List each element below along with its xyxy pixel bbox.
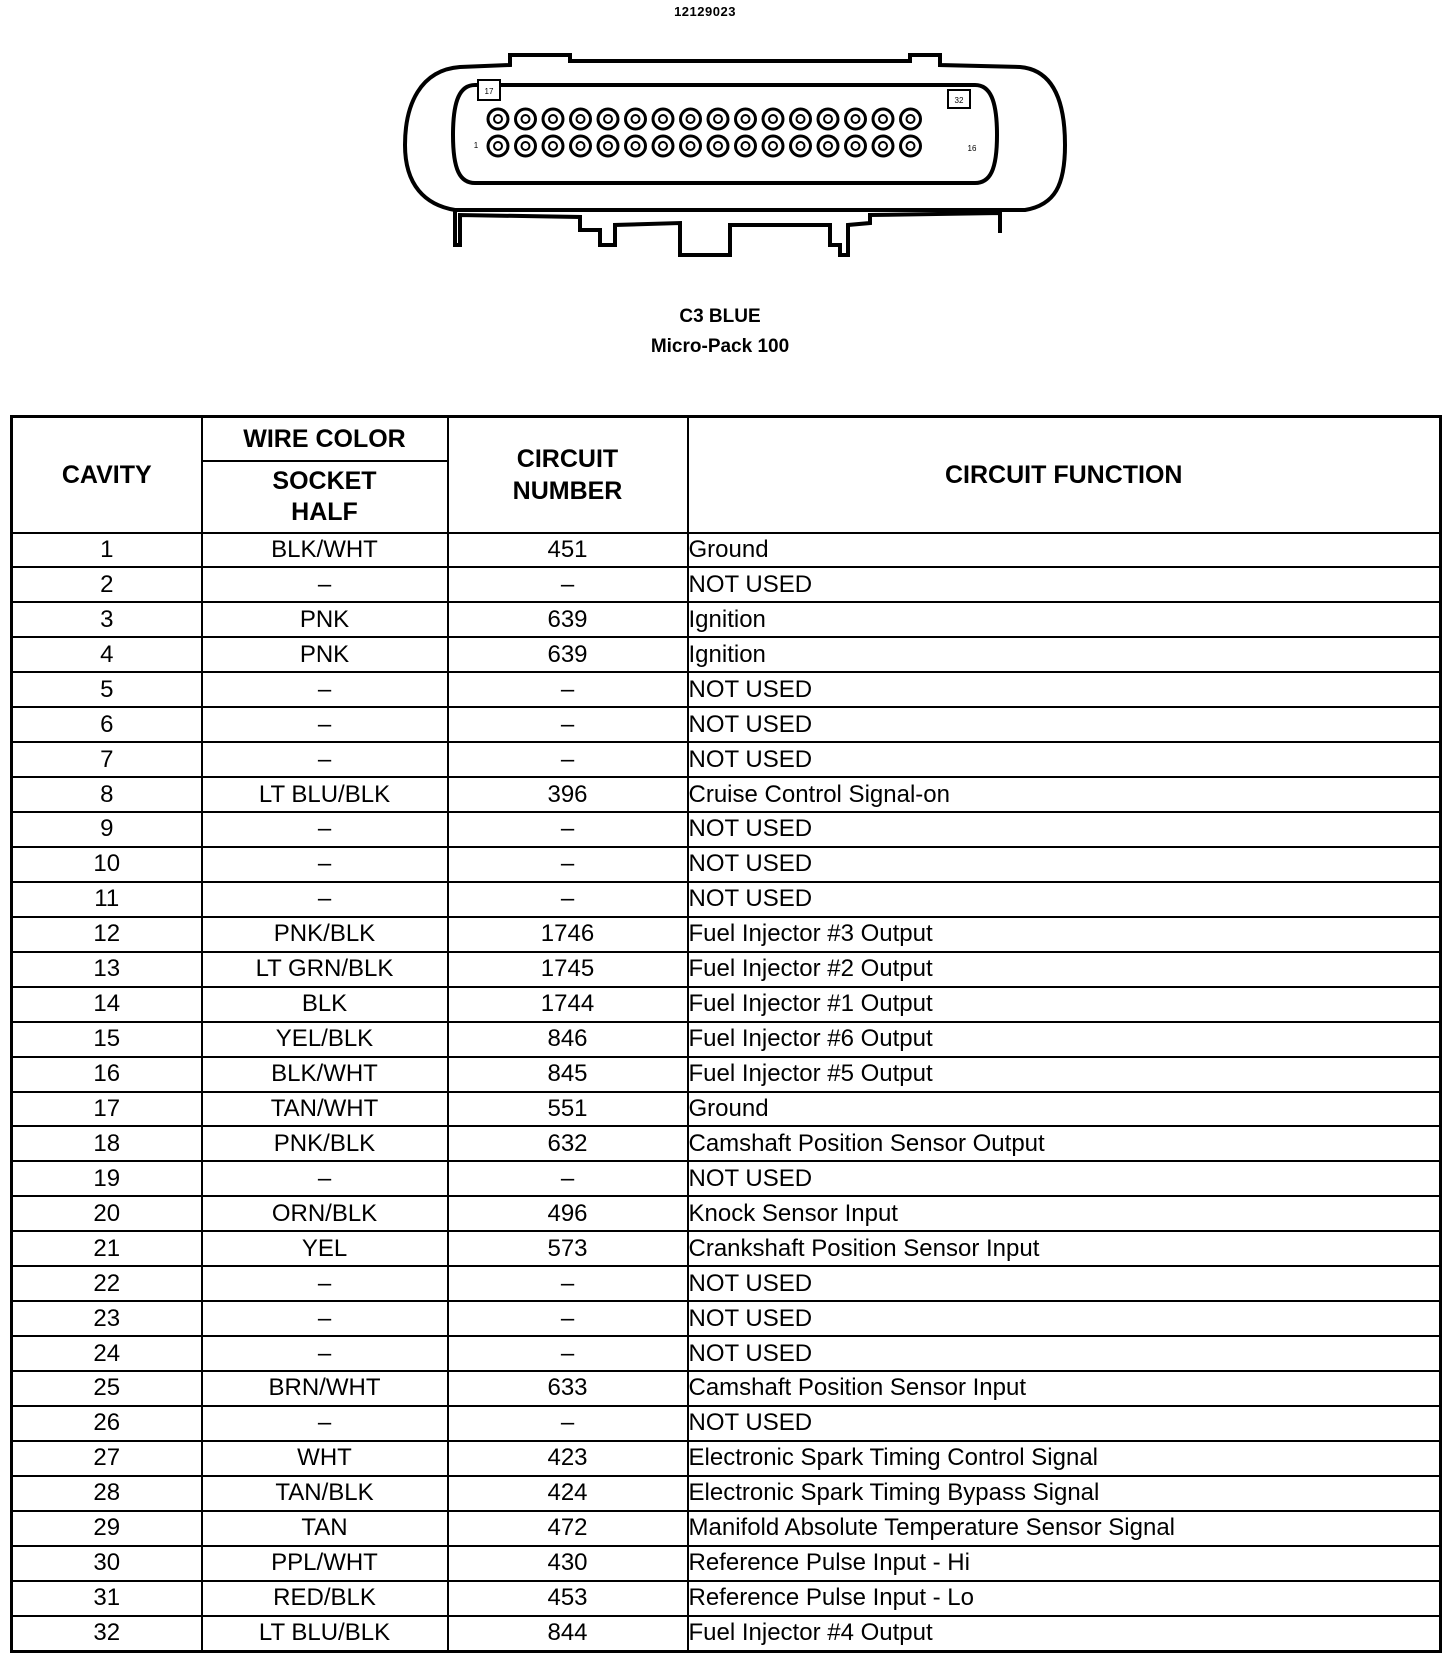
pin-cavity (626, 136, 646, 156)
circuit-function-cell: NOT USED (688, 1406, 1441, 1441)
pinout-body (12, 533, 1441, 1652)
wire-color-cell: WHT (202, 1441, 448, 1476)
circuit-number-cell: 639 (448, 637, 688, 672)
cavity-cell: 13 (12, 952, 202, 987)
circuit-number-cell: 423 (448, 1441, 688, 1476)
cavity-cell: 21 (12, 1231, 202, 1266)
table-row (12, 1266, 1441, 1301)
wire-color-cell: – (202, 707, 448, 742)
table-row (12, 1406, 1441, 1441)
circuit-number-cell: 472 (448, 1511, 688, 1546)
circuit-function-cell: NOT USED (688, 882, 1441, 917)
cavity-cell: 19 (12, 1161, 202, 1196)
cavity-cell: 6 (12, 707, 202, 742)
circuit-function-cell: Ground (688, 533, 1441, 568)
wire-color-cell: – (202, 882, 448, 917)
wire-color-cell: – (202, 1336, 448, 1371)
header-cavity: CAVITY (12, 417, 202, 533)
wire-color-cell: TAN/WHT (202, 1092, 448, 1127)
cavity-cell: 10 (12, 847, 202, 882)
wire-color-cell: BLK/WHT (202, 1057, 448, 1092)
wire-color-cell: ORN/BLK (202, 1196, 448, 1231)
cavity-cell: 18 (12, 1126, 202, 1161)
connector-diagram (400, 45, 1080, 275)
cavity-cell: 15 (12, 1022, 202, 1057)
pin-cavity (736, 109, 756, 129)
pin-grid (488, 109, 921, 156)
pin-label-top-left: 17 (484, 87, 494, 96)
wire-color-cell: RED/BLK (202, 1581, 448, 1616)
circuit-function-cell: Ground (688, 1092, 1441, 1127)
circuit-function-cell: NOT USED (688, 1161, 1441, 1196)
wire-color-cell: – (202, 672, 448, 707)
pin-cavity (901, 109, 921, 129)
table-row (12, 1581, 1441, 1616)
cavity-cell: 32 (12, 1616, 202, 1652)
connector-latch-tabs (455, 210, 1000, 255)
wire-color-cell: LT BLU/BLK (202, 1616, 448, 1652)
table-row (12, 1441, 1441, 1476)
pin-cavity (763, 109, 783, 129)
circuit-function-cell: Camshaft Position Sensor Input (688, 1371, 1441, 1406)
pin-cavity (598, 109, 618, 129)
table-row (12, 847, 1441, 882)
cavity-cell: 11 (12, 882, 202, 917)
pin-cavity (846, 136, 866, 156)
wire-color-cell: BRN/WHT (202, 1371, 448, 1406)
table-row (12, 1371, 1441, 1406)
circuit-function-cell: NOT USED (688, 847, 1441, 882)
pin-cavity (873, 136, 893, 156)
connector-housing-outline (405, 55, 1065, 210)
circuit-function-cell: NOT USED (688, 567, 1441, 602)
circuit-number-cell: 844 (448, 1616, 688, 1652)
circuit-number-cell: 632 (448, 1126, 688, 1161)
cavity-cell: 23 (12, 1301, 202, 1336)
cavity-cell: 25 (12, 1371, 202, 1406)
circuit-function-cell: Cruise Control Signal-on (688, 777, 1441, 812)
wire-color-cell: BLK (202, 987, 448, 1022)
table-row (12, 882, 1441, 917)
wire-color-cell: BLK/WHT (202, 533, 448, 568)
pin-cavity (516, 109, 536, 129)
table-row (12, 917, 1441, 952)
table-row (12, 707, 1441, 742)
pin-cavity (791, 109, 811, 129)
pin-cavity (901, 136, 921, 156)
circuit-number-cell: 496 (448, 1196, 688, 1231)
circuit-function-cell: Fuel Injector #1 Output (688, 987, 1441, 1022)
circuit-number-cell: – (448, 847, 688, 882)
circuit-function-cell: Reference Pulse Input - Hi (688, 1546, 1441, 1581)
circuit-number-cell: – (448, 742, 688, 777)
cavity-cell: 7 (12, 742, 202, 777)
pin-cavity (736, 136, 756, 156)
cavity-cell: 22 (12, 1266, 202, 1301)
pin-cavity (571, 136, 591, 156)
pinout-table (10, 415, 1442, 1653)
circuit-function-cell: Fuel Injector #4 Output (688, 1616, 1441, 1652)
table-row (12, 1161, 1441, 1196)
table-row (12, 602, 1441, 637)
table-row (12, 1546, 1441, 1581)
cavity-cell: 29 (12, 1511, 202, 1546)
connector-inner-frame (453, 85, 997, 183)
table-row (12, 777, 1441, 812)
pin-cavity (543, 109, 563, 129)
circuit-function-cell: NOT USED (688, 742, 1441, 777)
wire-color-cell: PNK/BLK (202, 1126, 448, 1161)
pin-cavity (598, 136, 618, 156)
cavity-cell: 20 (12, 1196, 202, 1231)
pin-cavity (653, 109, 673, 129)
cavity-cell: 8 (12, 777, 202, 812)
table-row (12, 1092, 1441, 1127)
circuit-number-cell: 1746 (448, 917, 688, 952)
circuit-number-cell: – (448, 707, 688, 742)
circuit-number-cell: – (448, 567, 688, 602)
pin-cavity (653, 136, 673, 156)
circuit-function-cell: Reference Pulse Input - Lo (688, 1581, 1441, 1616)
wire-color-cell: YEL/BLK (202, 1022, 448, 1057)
cavity-cell: 24 (12, 1336, 202, 1371)
pin-cavity (708, 136, 728, 156)
circuit-number-cell: – (448, 1161, 688, 1196)
circuit-number-cell: 1745 (448, 952, 688, 987)
wire-color-cell: LT BLU/BLK (202, 777, 448, 812)
circuit-number-cell: 453 (448, 1581, 688, 1616)
circuit-number-cell: 551 (448, 1092, 688, 1127)
wire-color-cell: PNK (202, 602, 448, 637)
wire-color-cell: – (202, 1301, 448, 1336)
cavity-cell: 27 (12, 1441, 202, 1476)
table-row (12, 1231, 1441, 1266)
circuit-number-cell: – (448, 1301, 688, 1336)
circuit-number-cell: 396 (448, 777, 688, 812)
circuit-function-cell: Electronic Spark Timing Control Signal (688, 1441, 1441, 1476)
pin-cavity (516, 136, 536, 156)
table-row (12, 812, 1441, 847)
circuit-function-cell: Knock Sensor Input (688, 1196, 1441, 1231)
circuit-number-cell: 846 (448, 1022, 688, 1057)
circuit-number-cell: – (448, 1266, 688, 1301)
cavity-cell: 12 (12, 917, 202, 952)
header-circuit-number: CIRCUIT NUMBER (448, 417, 688, 533)
table-row (12, 952, 1441, 987)
circuit-number-cell: – (448, 1336, 688, 1371)
table-row (12, 1616, 1441, 1652)
table-row (12, 672, 1441, 707)
table-row (12, 987, 1441, 1022)
table-row (12, 742, 1441, 777)
circuit-function-cell: Camshaft Position Sensor Output (688, 1126, 1441, 1161)
circuit-function-cell: Fuel Injector #5 Output (688, 1057, 1441, 1092)
circuit-number-cell: 639 (448, 602, 688, 637)
part-number: 12129023 (674, 4, 736, 19)
table-row (12, 1022, 1441, 1057)
circuit-number-cell: 633 (448, 1371, 688, 1406)
wire-color-cell: YEL (202, 1231, 448, 1266)
pin-label-bottom-left: 1 (473, 141, 479, 150)
wire-color-cell: – (202, 567, 448, 602)
circuit-number-cell: – (448, 812, 688, 847)
circuit-number-cell: 451 (448, 533, 688, 568)
table-row (12, 1301, 1441, 1336)
cavity-cell: 5 (12, 672, 202, 707)
pin-cavity (818, 109, 838, 129)
table-row (12, 1196, 1441, 1231)
header-wire-color: WIRE COLOR (202, 417, 448, 461)
circuit-function-cell: Ignition (688, 637, 1441, 672)
circuit-number-cell: 1744 (448, 987, 688, 1022)
header-circuit-function: CIRCUIT FUNCTION (688, 417, 1441, 533)
table-row (12, 1336, 1441, 1371)
circuit-function-cell: Manifold Absolute Temperature Sensor Signal (688, 1511, 1441, 1546)
cavity-cell: 26 (12, 1406, 202, 1441)
cavity-cell: 4 (12, 637, 202, 672)
pin-cavity (708, 109, 728, 129)
table-row (12, 1511, 1441, 1546)
pin-cavity (681, 109, 701, 129)
circuit-function-cell: Fuel Injector #2 Output (688, 952, 1441, 987)
pin-cavity (488, 109, 508, 129)
circuit-number-cell: 845 (448, 1057, 688, 1092)
wire-color-cell: PNK (202, 637, 448, 672)
cavity-cell: 14 (12, 987, 202, 1022)
circuit-function-cell: NOT USED (688, 1301, 1441, 1336)
connector-name: C3 BLUE (679, 306, 761, 327)
wire-color-cell: PPL/WHT (202, 1546, 448, 1581)
cavity-cell: 1 (12, 533, 202, 568)
pin-cavity (763, 136, 783, 156)
table-row (12, 567, 1441, 602)
pin-cavity (873, 109, 893, 129)
cavity-cell: 3 (12, 602, 202, 637)
circuit-function-cell: Electronic Spark Timing Bypass Signal (688, 1476, 1441, 1511)
circuit-number-cell: – (448, 882, 688, 917)
cavity-cell: 16 (12, 1057, 202, 1092)
circuit-function-cell: NOT USED (688, 1336, 1441, 1371)
circuit-function-cell: Fuel Injector #6 Output (688, 1022, 1441, 1057)
pin-cavity (626, 109, 646, 129)
cavity-cell: 31 (12, 1581, 202, 1616)
wire-color-cell: PNK/BLK (202, 917, 448, 952)
table-row (12, 1126, 1441, 1161)
pin-cavity (846, 109, 866, 129)
pin-cavity (818, 136, 838, 156)
pin-cavity (571, 109, 591, 129)
pin-label-top-right: 32 (954, 96, 964, 105)
header-socket-half: SOCKET HALF (202, 461, 448, 533)
connector-type: Micro-Pack 100 (650, 336, 790, 357)
circuit-number-cell: 430 (448, 1546, 688, 1581)
cavity-cell: 17 (12, 1092, 202, 1127)
circuit-number-cell: 424 (448, 1476, 688, 1511)
wire-color-cell: TAN/BLK (202, 1476, 448, 1511)
circuit-function-cell: Fuel Injector #3 Output (688, 917, 1441, 952)
wire-color-cell: – (202, 1406, 448, 1441)
wire-color-cell: – (202, 847, 448, 882)
pin-cavity (681, 136, 701, 156)
cavity-cell: 2 (12, 567, 202, 602)
wire-color-cell: TAN (202, 1511, 448, 1546)
wire-color-cell: – (202, 812, 448, 847)
circuit-function-cell: Ignition (688, 602, 1441, 637)
circuit-function-cell: NOT USED (688, 672, 1441, 707)
circuit-function-cell: Crankshaft Position Sensor Input (688, 1231, 1441, 1266)
cavity-cell: 30 (12, 1546, 202, 1581)
pin-label-bottom-right: 16 (967, 144, 977, 153)
pin-cavity (488, 136, 508, 156)
circuit-number-cell: – (448, 1406, 688, 1441)
connector-caption (0, 302, 1440, 362)
pin-cavity (543, 136, 563, 156)
circuit-number-cell: – (448, 672, 688, 707)
pin-cavity (791, 136, 811, 156)
wire-color-cell: – (202, 742, 448, 777)
circuit-function-cell: NOT USED (688, 707, 1441, 742)
wire-color-cell: – (202, 1161, 448, 1196)
circuit-function-cell: NOT USED (688, 1266, 1441, 1301)
cavity-cell: 9 (12, 812, 202, 847)
table-row (12, 1057, 1441, 1092)
circuit-number-cell: 573 (448, 1231, 688, 1266)
circuit-function-cell: NOT USED (688, 812, 1441, 847)
wire-color-cell: – (202, 1266, 448, 1301)
cavity-cell: 28 (12, 1476, 202, 1511)
table-row (12, 533, 1441, 568)
table-row (12, 1476, 1441, 1511)
table-row (12, 637, 1441, 672)
wire-color-cell: LT GRN/BLK (202, 952, 448, 987)
